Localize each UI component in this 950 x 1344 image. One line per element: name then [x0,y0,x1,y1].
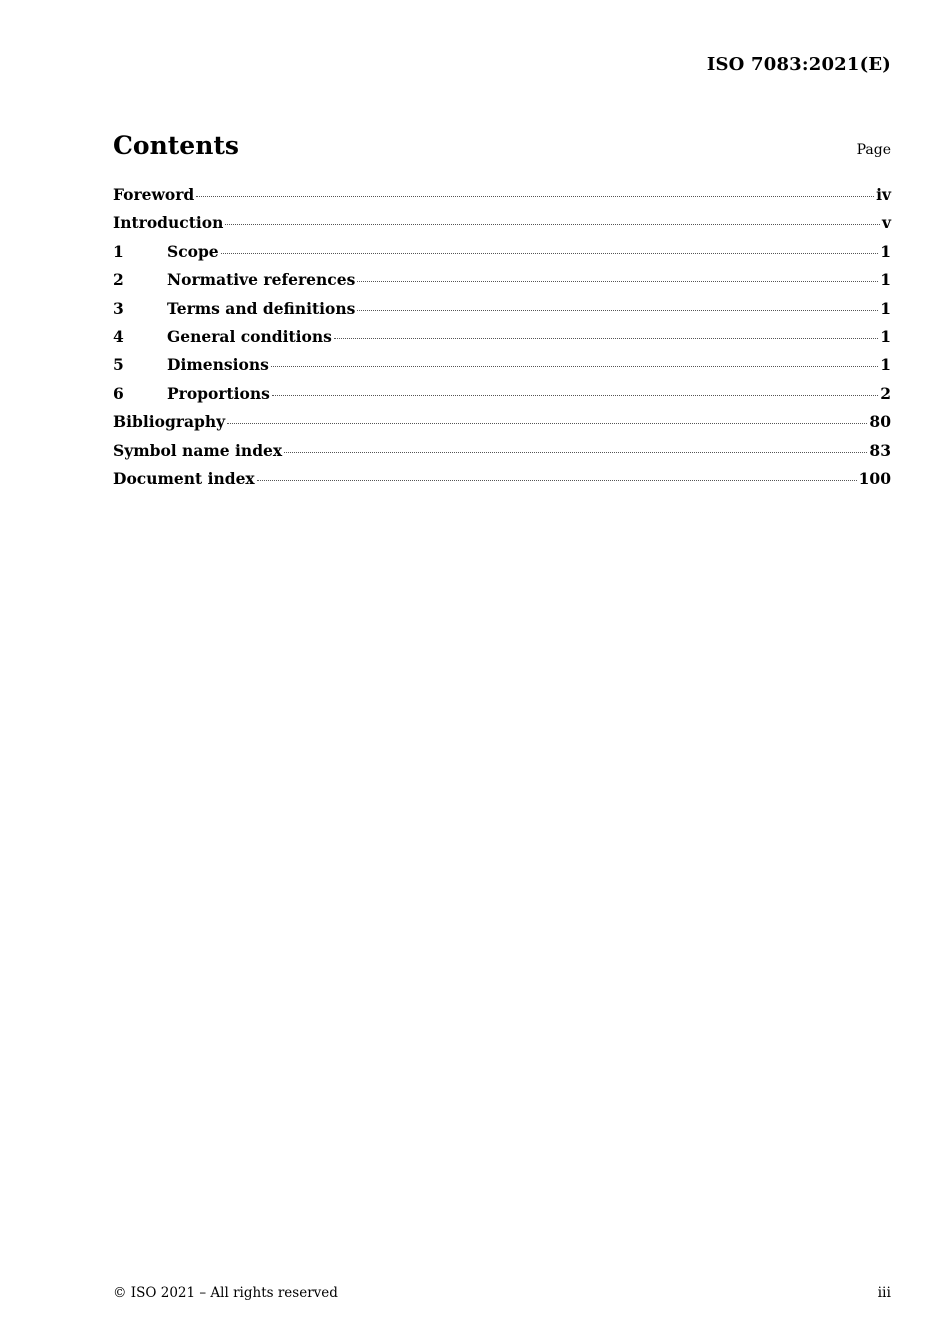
dot-leader [357,310,878,311]
toc-entry-number: 4 [113,326,124,346]
toc-entry-title: Normative references [167,270,356,290]
footer-copyright: © ISO 2021 – All rights reserved [113,1285,338,1301]
toc-entry-title: Proportions [167,383,270,403]
toc-entry-page: iv [876,185,891,204]
toc-entry-title: Symbol name index [113,440,283,460]
toc-entry-page: 1 [880,241,891,261]
toc-entry-number: 6 [113,383,124,403]
toc-entry-number: 3 [113,298,124,318]
dot-leader [284,452,867,453]
toc-entry-page: 1 [880,355,891,375]
toc-entry-proportions[interactable] [113,384,891,412]
toc-entry-foreword[interactable] [113,185,891,213]
dot-leader [227,423,867,424]
document-identifier: ISO 7083:2021(E) [706,54,891,75]
toc-entry-number: 1 [113,241,124,261]
toc-entry-bibliography[interactable] [113,412,891,440]
dot-leader [257,480,857,481]
toc-entry-dimensions[interactable] [113,355,891,383]
dot-leader [221,253,879,254]
toc-entry-general-conditions[interactable] [113,327,891,355]
toc-entry-normative-references[interactable] [113,270,891,298]
toc-entry-page: 80 [869,412,891,432]
contents-heading: Contents [113,131,240,160]
toc-entry-number: 5 [113,355,124,375]
toc-entry-title: General conditions [167,326,332,346]
toc-entry-page: 2 [880,383,891,403]
toc-entry-scope[interactable] [113,242,891,270]
dot-leader [334,338,878,339]
toc-entry-title: Document index [113,468,255,488]
toc-entry-title: Terms and definitions [167,298,356,318]
toc-entry-page: 1 [880,270,891,290]
toc-entry-page: 100 [858,468,891,488]
toc-entry-page: v [881,213,891,233]
dot-leader [271,366,878,367]
dot-leader [196,196,874,197]
toc-entry-title: Dimensions [167,355,269,375]
toc-entry-introduction[interactable] [113,213,891,241]
toc-entry-page: 83 [869,440,891,460]
toc-entry-title: Introduction [113,213,224,233]
dot-leader [357,281,878,282]
toc-entry-title: Foreword [113,185,195,204]
toc-entry-page: 1 [880,326,891,346]
page-column-label: Page [856,142,891,158]
footer-page-number: iii [877,1285,891,1301]
toc-entry-terms-and-definitions[interactable] [113,299,891,327]
dot-leader [272,395,878,396]
table-of-contents [113,185,891,497]
dot-leader [225,224,880,225]
toc-entry-symbol-name-index[interactable] [113,441,891,469]
toc-entry-page: 1 [880,298,891,318]
toc-entry-title: Bibliography [113,412,226,432]
toc-entry-title: Scope [167,241,219,261]
toc-entry-document-index[interactable] [113,469,891,497]
toc-entry-number: 2 [113,270,124,290]
